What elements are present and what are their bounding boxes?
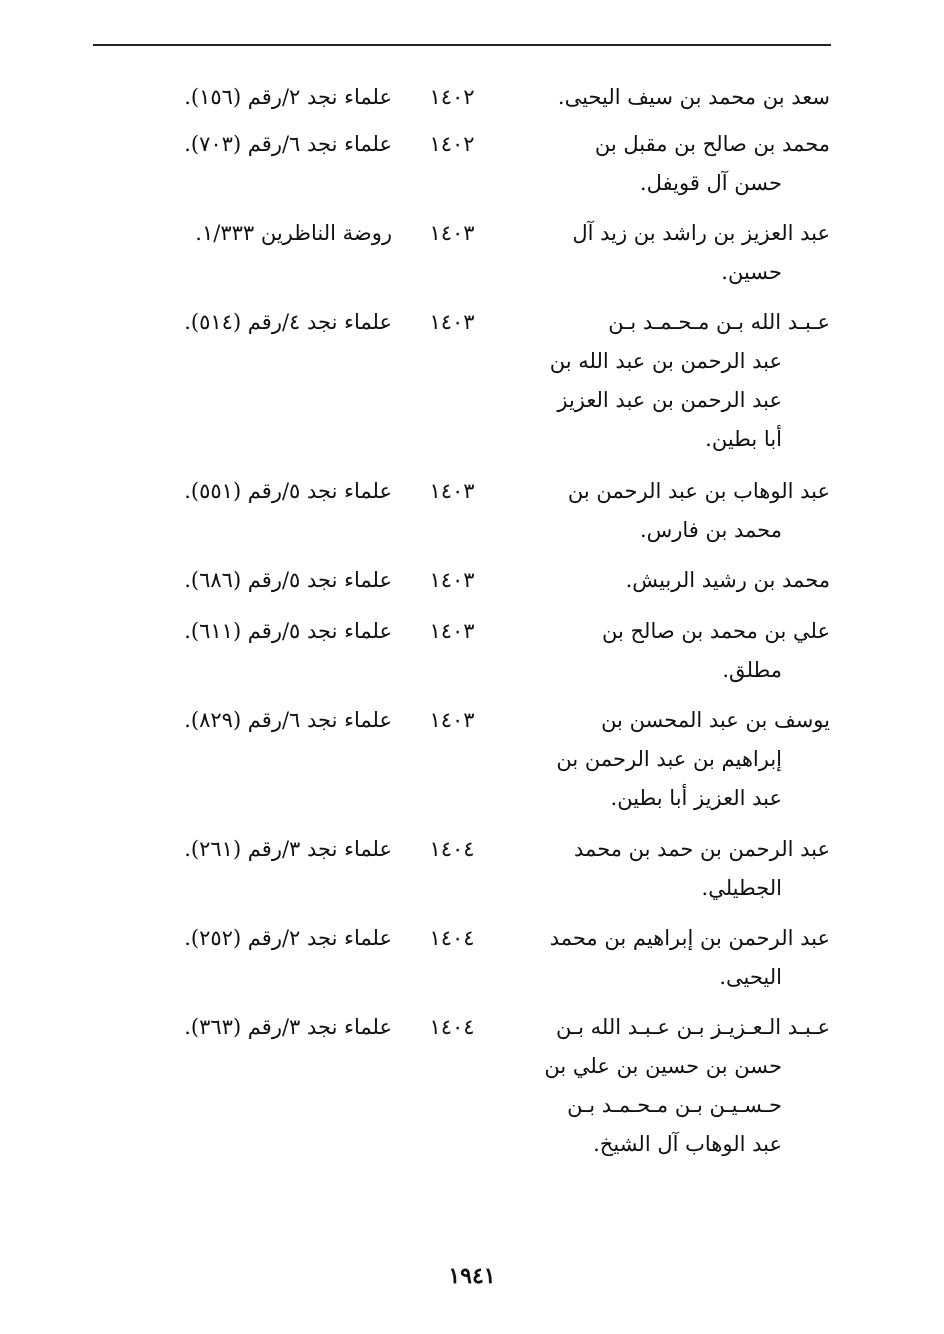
entry-year: ١٤٠٣ <box>429 310 475 334</box>
entry-name-line: عبد الرحمن بن حمد بن محمد <box>574 837 830 861</box>
entry-source: علماء نجد ٤/رقم (٥١٤). <box>184 310 392 334</box>
entry-name-line: حسن بن حسين بن علي بن <box>544 1054 782 1078</box>
entry-name-line: عبد الرحمن بن إبراهيم بن محمد <box>549 926 830 950</box>
entry-year: ١٤٠٤ <box>429 837 475 861</box>
entry-source: علماء نجد ٣/رقم (٣٦٣). <box>184 1015 392 1039</box>
entry-name-line: عبد العزيز أبا بطين. <box>610 786 782 810</box>
entry-year: ١٤٠٤ <box>429 926 475 950</box>
entry-name-line: عبد الوهاب بن عبد الرحمن بن <box>567 479 830 503</box>
entry-name-line: أبا بطين. <box>705 427 782 451</box>
entry-source: علماء نجد ٦/رقم (٧٠٣). <box>184 132 392 156</box>
entry-source: علماء نجد ٢/رقم (١٥٦). <box>184 85 392 109</box>
entry-source: علماء نجد ٣/رقم (٢٦١). <box>184 837 392 861</box>
entry-source: علماء نجد ٢/رقم (٢٥٢). <box>184 926 392 950</box>
entry-name-line: الجطيلي. <box>701 876 782 900</box>
entry-year: ١٤٠٣ <box>429 568 475 592</box>
entry-name-line: عبد الرحمن بن عبد العزيز <box>557 388 782 412</box>
page-number: ١٩٤١ <box>448 1263 496 1289</box>
entry-source: علماء نجد ٥/رقم (٦١١). <box>184 619 392 643</box>
entry-source: علماء نجد ٥/رقم (٥٥١). <box>184 479 392 503</box>
entry-name-line: عبد الوهاب آل الشيخ. <box>593 1132 782 1156</box>
entry-name-line: محمد بن فارس. <box>639 518 782 542</box>
entry-name-line: يوسف بن عبد المحسن بن <box>601 708 830 732</box>
entry-name-line: حسن آل قويفل. <box>639 171 782 195</box>
entry-name-line: محمد بن رشيد الربيش. <box>625 568 830 592</box>
entry-name-line: عـبـد الـعـزيـز بـن عـبـد الله بـن <box>555 1015 830 1039</box>
entry-year: ١٤٠٢ <box>429 132 475 156</box>
entry-name-line: عبد الرحمن بن عبد الله بن <box>549 349 782 373</box>
entry-year: ١٤٠٣ <box>429 619 475 643</box>
entry-name-line: علي بن محمد بن صالح بن <box>601 619 830 643</box>
entry-name-line: سعد بن محمد بن سيف اليحيى. <box>557 85 830 109</box>
entry-year: ١٤٠٣ <box>429 479 475 503</box>
entry-name-line: محمد بن صالح بن مقبل بن <box>594 132 830 156</box>
entry-source: روضة الناظرين ١/٣٣٣. <box>195 221 392 245</box>
entry-year: ١٤٠٤ <box>429 1015 475 1039</box>
entry-name-line: اليحيى. <box>719 965 782 989</box>
entry-name-line: عـبـد الله بـن مـحـمـد بـن <box>608 310 830 334</box>
entry-source: علماء نجد ٥/رقم (٦٨٦). <box>184 568 392 592</box>
entry-year: ١٤٠٢ <box>429 85 475 109</box>
entry-name-line: عبد العزيز بن راشد بن زيد آل <box>572 221 830 245</box>
entry-name-line: مطلق. <box>722 658 782 682</box>
entry-name-line: حـسـيـن بـن مـحـمـد بـن <box>567 1093 782 1117</box>
entry-year: ١٤٠٣ <box>429 221 475 245</box>
entry-year: ١٤٠٣ <box>429 708 475 732</box>
entry-source: علماء نجد ٦/رقم (٨٢٩). <box>184 708 392 732</box>
entry-name-line: إبراهيم بن عبد الرحمن بن <box>556 747 782 771</box>
entry-name-line: حسين. <box>721 260 782 284</box>
